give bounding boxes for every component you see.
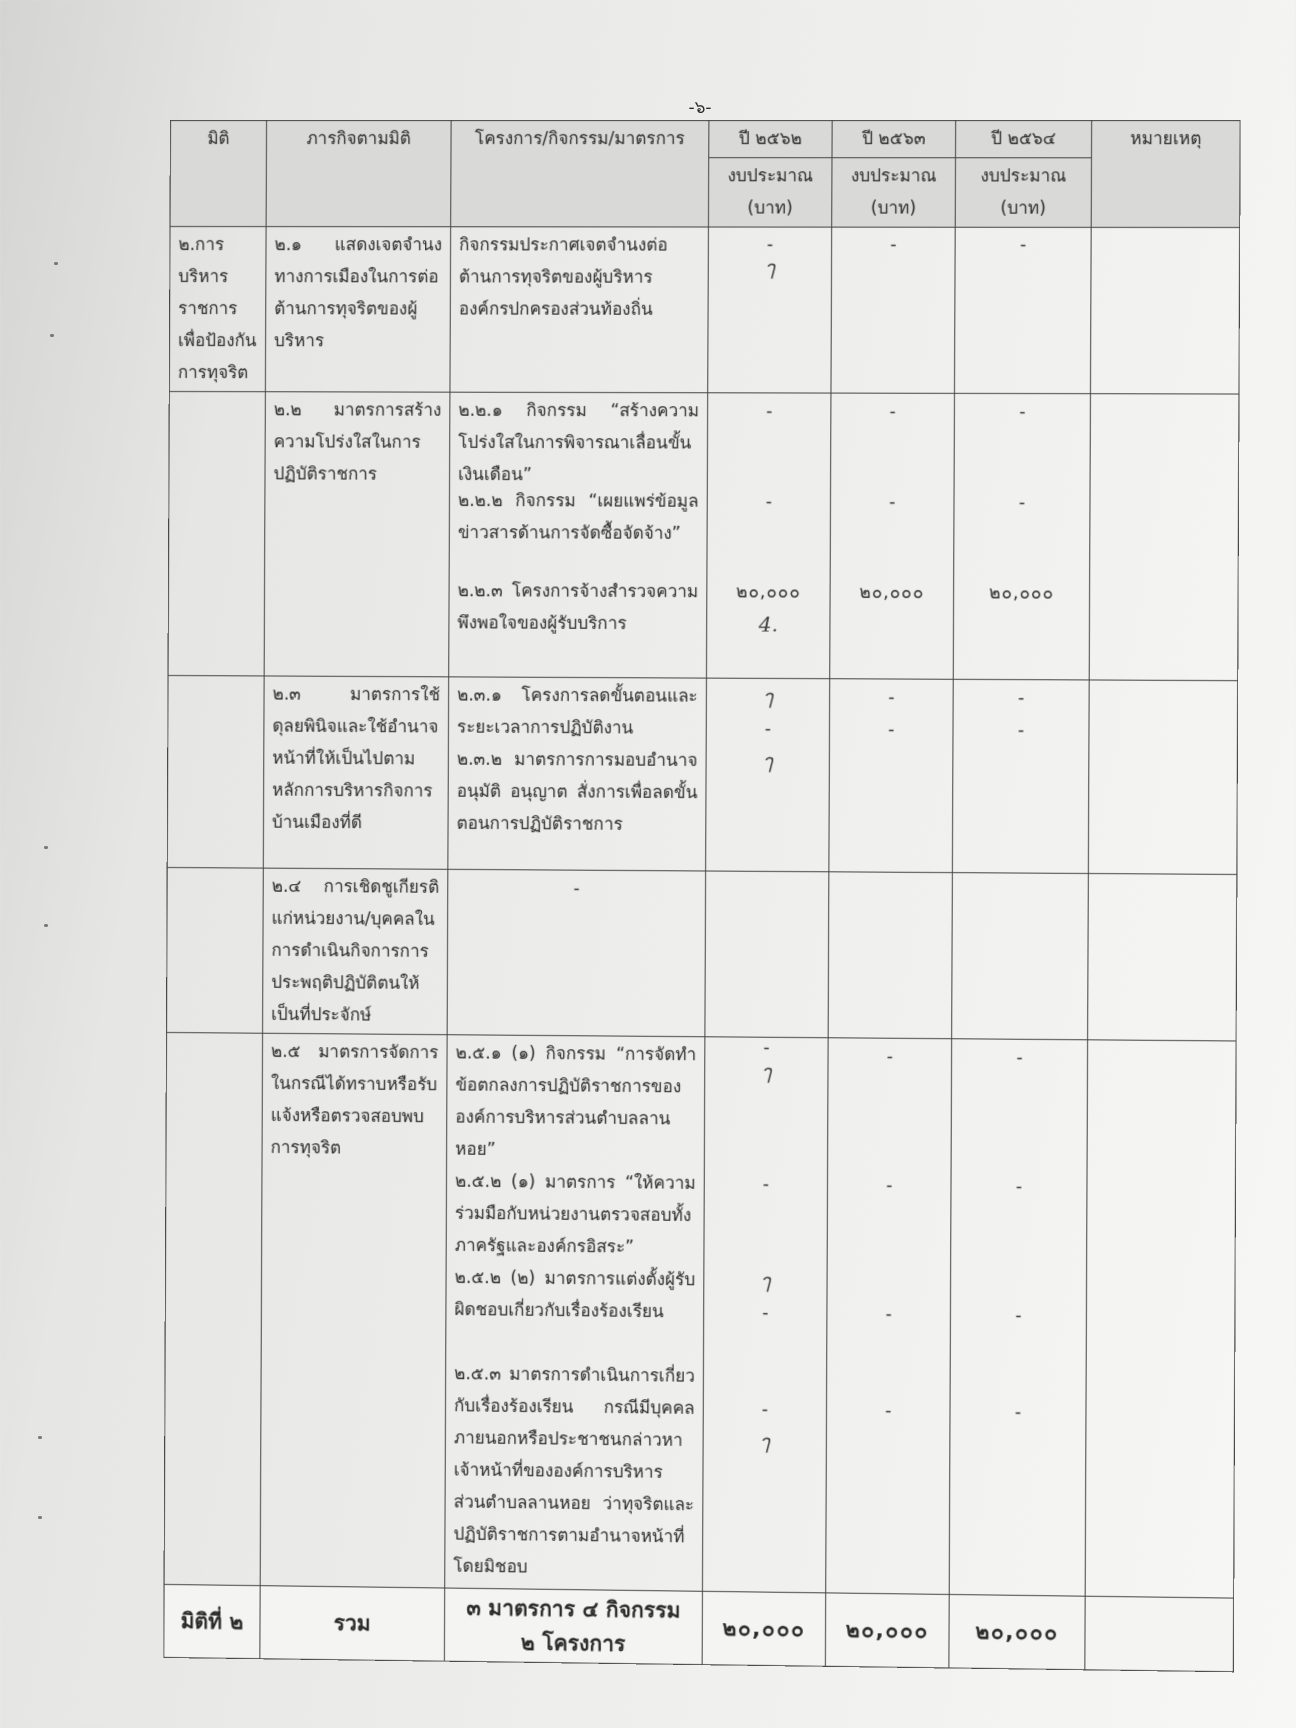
- budget-value: ๒๐,๐๐๐: [988, 583, 1055, 604]
- header-mission: ภารกิจตามมิติ: [266, 121, 451, 227]
- remark-cell: [1088, 873, 1237, 1040]
- budget-value: -: [762, 1174, 769, 1195]
- total-2564: ๒๐,๐๐๐: [949, 1594, 1085, 1669]
- total-label: รวม: [260, 1586, 445, 1662]
- budget-value: -: [1015, 1305, 1022, 1326]
- project-cell: [450, 227, 708, 393]
- budget-2564-cell: [952, 873, 1089, 1040]
- budget-value: -: [890, 234, 897, 255]
- budget-value: -: [763, 1037, 770, 1058]
- budget-2562-cell: [706, 678, 830, 872]
- dimension-cell: [167, 867, 264, 1033]
- budget-2562-cell: [705, 871, 829, 1038]
- budget-value: -: [889, 401, 896, 422]
- handwritten-mark: ๅ: [764, 255, 775, 280]
- page-speck: [38, 1516, 42, 1519]
- dimension-cell: [168, 391, 265, 675]
- budget-value: -: [885, 1400, 892, 1422]
- handwritten-mark: 4.: [758, 612, 778, 637]
- project-cell: [449, 392, 708, 678]
- page-number: -๖-: [688, 98, 712, 118]
- table-row: [167, 867, 1237, 1041]
- budget-table: [163, 120, 1240, 1672]
- page-speck: [44, 924, 48, 927]
- page-speck: [54, 262, 58, 265]
- total-2562: ๒๐,๐๐๐: [702, 1591, 826, 1666]
- budget-value: -: [1014, 1402, 1022, 1423]
- budget-value: -: [766, 401, 773, 422]
- budget-value: -: [762, 1303, 769, 1324]
- budget-value: -: [1019, 234, 1027, 256]
- mission-cell: ๒.๑ แสดงเจตจำนงทางการเมืองในการต่อต้านการทุจริตของผู้บริหาร: [265, 227, 450, 393]
- budget-value: ๒๐,๐๐๐: [736, 582, 801, 603]
- budget-value: -: [765, 491, 772, 513]
- project-item: ๒.๕.๒ (๒) มาตรการแต่งตั้งผู้รับผิดชอบเกี่ยวกับเรื่องร้องเรียน: [454, 1267, 696, 1323]
- remark-cell: [1088, 680, 1237, 875]
- mission-cell: ๒.๓ มาตรการใช้ดุลยพินิจและใช้อำนาจหน้าที่ให้เป็นไปตามหลักการบริหารกิจการบ้านเมืองที่ดี: [263, 676, 448, 869]
- dimension-cell: [164, 1032, 262, 1585]
- budget-value: -: [1016, 1047, 1023, 1069]
- remark-cell: [1089, 394, 1239, 681]
- budget-value: -: [1019, 402, 1026, 423]
- total-row: [164, 1584, 1234, 1671]
- handwritten-mark: ๅ: [759, 1429, 770, 1454]
- budget-2562-cell: [708, 227, 832, 393]
- budget-2564-cell: [953, 393, 1090, 680]
- mission-cell: ๒.๕ มาตรการจัดการในกรณีได้ทราบหรือรับแจ้งหรือตรวจสอบพบการทุจริต: [260, 1033, 447, 1588]
- budget-2562-cell: [706, 393, 831, 679]
- table-row: [167, 675, 1237, 874]
- project-item: ๒.๕.๑ (๑) กิจกรรม “การจัดทำข้อตกลงการปฏิบัติราชการขององค์การบริหารส่วนตำบลลานหอย”: [455, 1043, 697, 1160]
- budget-value: -: [886, 1175, 893, 1196]
- budget-value: -: [761, 1399, 768, 1420]
- mission-cell: ๒.๒ มาตรการสร้างความโปร่งใสในการปฏิบัติราชการ: [264, 392, 450, 677]
- table-row: [169, 227, 1239, 395]
- header-remark: หมายเหตุ: [1091, 121, 1240, 228]
- budget-value: -: [766, 234, 774, 255]
- table-row: [164, 1032, 1236, 1598]
- total-summary: ๓ มาตรการ ๔ กิจกรรม ๒ โครงการ: [444, 1588, 702, 1665]
- header-budget-2564: งบประมาณ (บาท): [955, 158, 1091, 228]
- project-cell: [445, 1035, 705, 1592]
- budget-2563-cell: [826, 1038, 952, 1595]
- page-speck: [38, 1436, 42, 1439]
- total-dimension: มิติที่ ๒: [164, 1584, 260, 1658]
- project-item: -: [573, 878, 580, 899]
- total-2563: ๒๐,๐๐๐: [825, 1593, 949, 1668]
- project-cell: [448, 677, 707, 871]
- budget-2562-cell: [702, 1037, 828, 1593]
- header-year-2564: ปี ๒๕๖๔: [956, 121, 1092, 158]
- budget-2563-cell: [828, 872, 952, 1039]
- budget-2563-cell: [830, 393, 955, 679]
- header-budget-2562: งบประมาณ (บาท): [708, 158, 832, 227]
- project-item: ๒.๓.๒ มาตรการการมอบอำนาจอนุมัติ อนุญาต สั่งการเพื่อลดขั้นตอนการปฏิบัติราชการ: [456, 749, 698, 835]
- header-year-2563: ปี ๒๕๖๓: [832, 121, 956, 158]
- header-dimension: มิติ: [170, 121, 267, 227]
- project-item: ๒.๕.๒ (๑) มาตรการ “ให้ความร่วมมือกับหน่วยงานตรวจสอบทั้งภาครัฐและองค์กรอิสระ”: [454, 1171, 696, 1258]
- dimension-cell: ๒.การบริหารราชการเพื่อป้องกันการทุจริต: [169, 227, 266, 392]
- header-row-years: [170, 121, 1240, 158]
- project-item: ๒.๕.๓ มาตรการดำเนินการเกี่ยวกับเรื่องร้องเรียน กรณีมีบุคคลภายนอกหรือประชาชนกล่าวหาเจ้าหน้าที่ขององค์การบริหารส่วนตำบลลานหอย ว่าทุจริตและปฏิบัติราชการตามอำนาจหน้าที่โดยมิชอบ: [453, 1364, 695, 1578]
- budget-value: -: [888, 687, 895, 708]
- budget-value: ๒๐,๐๐๐: [859, 582, 925, 604]
- mission-cell: ๒.๔ การเชิดชูเกียรติแก่หน่วยงาน/บุคคลในการดำเนินกิจการการประพฤติปฏิบัติตนให้เป็นที่ประจักษ์: [263, 868, 448, 1035]
- project-item: ๒.๒.๑ กิจกรรม “สร้างความโปร่งใสในการพิจารณาเลื่อนขั้นเงินเดือน”: [458, 400, 700, 486]
- project-item: ๒.๒.๒ กิจกรรม “เผยแพร่ข้อมูลข่าวสารด้านการจัดซื้อจัดจ้าง”: [457, 490, 699, 544]
- remark-cell: [1090, 227, 1239, 394]
- table-row: [168, 391, 1239, 680]
- budget-value: -: [1017, 720, 1025, 741]
- project-item: กิจกรรมประกาศเจตจำนงต่อต้านการทุจริตของผู้บริหารองค์กรปกครองส่วนท้องถิ่น: [458, 235, 668, 320]
- header-project: โครงการ/กิจกรรม/มาตรการ: [451, 121, 709, 227]
- handwritten-mark: ๅ: [762, 684, 773, 710]
- dimension-cell: [167, 675, 264, 868]
- project-cell: [447, 869, 705, 1036]
- budget-2564-cell: [952, 679, 1089, 873]
- header-year-2562: ปี ๒๕๖๒: [709, 121, 832, 158]
- budget-value: -: [885, 1304, 892, 1325]
- budget-2563-cell: [829, 679, 953, 873]
- budget-value: -: [764, 719, 771, 740]
- budget-2564-cell: [954, 227, 1091, 393]
- project-item: ๒.๒.๓ โครงการจ้างสำรวจความพึงพอใจของผู้รับบริการ: [457, 581, 699, 635]
- budget-value: -: [889, 492, 896, 513]
- handwritten-mark: ๅ: [760, 1268, 771, 1294]
- budget-value: -: [1017, 688, 1025, 709]
- handwritten-mark: ๅ: [762, 749, 773, 774]
- page-speck: [44, 846, 48, 849]
- budget-2564-cell: [949, 1039, 1087, 1596]
- budget-value: -: [886, 1046, 893, 1067]
- total-remark: [1085, 1596, 1234, 1672]
- handwritten-mark: ๅ: [761, 1059, 772, 1085]
- page-speck: [50, 334, 54, 337]
- budget-2563-cell: [831, 227, 955, 393]
- project-item: ๒.๓.๑ โครงการลดขั้นตอนและระยะเวลาการปฏิบัติงาน: [456, 685, 698, 739]
- budget-value: -: [888, 719, 895, 740]
- budget-value: -: [1015, 1176, 1023, 1197]
- header-budget-2563: งบประมาณ (บาท): [832, 158, 956, 228]
- budget-value: -: [1018, 492, 1026, 513]
- remark-cell: [1085, 1040, 1236, 1598]
